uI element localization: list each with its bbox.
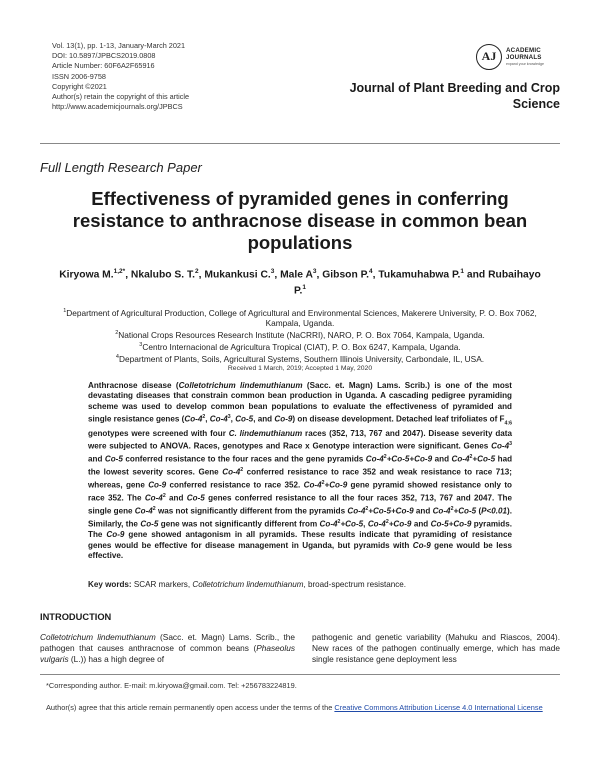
- abstract-text: gene pyramid showed resistance only to race 352. The: [88, 480, 512, 503]
- affiliation-number: 4: [115, 354, 119, 361]
- abstract-text: +Co-5+Co-9: [368, 506, 414, 516]
- author-name: Gibson P.: [322, 269, 370, 281]
- abstract-text: 2: [365, 506, 369, 513]
- abstract-text: Co-5: [235, 414, 254, 424]
- affiliation-text: National Crops Resources Research Institute (NaCRRI), NARO, P. O. Box 7064, Kampala, Uganda.: [118, 330, 485, 341]
- abstract-text: +Co-5: [340, 519, 364, 529]
- affiliation-line: [52, 306, 548, 328]
- abstract-text: +Co-5: [472, 454, 496, 464]
- abstract-text: Co-4: [144, 493, 163, 503]
- author-name: Rubaihayo P.: [293, 269, 541, 297]
- meta-doi: DOI: 10.5897/JPBCS2019.0808: [52, 51, 156, 61]
- affiliation-line: [52, 328, 548, 340]
- abstract-text: Co-4: [134, 506, 153, 516]
- author-affiliation-mark: 3: [312, 268, 317, 275]
- author-affiliation-mark: 1: [302, 284, 307, 292]
- abstract-text: (: [476, 506, 482, 516]
- abstract-text: Co-9: [412, 540, 431, 550]
- introduction-left-column: [40, 632, 295, 664]
- abstract-text: 4:6: [504, 420, 512, 427]
- abstract-text: Co-4: [319, 519, 338, 529]
- abstract-text: 2: [385, 519, 389, 526]
- abstract-text: 2: [469, 454, 473, 461]
- introduction-text: (Sacc. et. Magn) Lams. Scrib., the pathogen that causes anthracnose of common beans (: [40, 632, 295, 653]
- abstract-text: P<0.01: [481, 506, 508, 516]
- abstract-text: Co-4: [365, 454, 384, 464]
- author-name: Mukankusi C.: [204, 269, 271, 281]
- abstract: [88, 381, 512, 561]
- affiliation-text: Department of Plants, Soils, Agricultural Systems, Southern Illinois University, Carbondale, IL, USA.: [118, 354, 485, 365]
- logo-wordmark: [506, 47, 542, 61]
- academic-journals-logo: [476, 44, 556, 72]
- affiliation-number: 2: [115, 330, 119, 337]
- introduction-text: Colletotrichum lindemuthianum: [40, 632, 156, 642]
- abstract-text: gene would be less effective.: [88, 540, 512, 560]
- abstract-text: Co-9: [148, 480, 167, 490]
- abstract-text: +Co-5: [453, 506, 477, 516]
- keywords-label: Key words:: [88, 580, 132, 589]
- aj-logo-mark: AJ: [476, 44, 502, 70]
- keywords: [88, 580, 512, 590]
- author-name: Male A: [280, 269, 313, 281]
- abstract-text: genotypes were screened with four: [88, 428, 229, 438]
- abstract-text: Co-4: [209, 414, 228, 424]
- received-accepted-dates: Received 1 March, 2019; Accepted 1 May, 2020: [227, 365, 373, 372]
- article-metadata: [52, 41, 189, 112]
- affiliation-text: Centro Internacional de Agricultura Tropical (CIAT), P. O. Box 6247, Kampala, Uganda.: [142, 342, 461, 353]
- affiliation-line: [52, 352, 548, 364]
- abstract-text: C. lindemuthianum: [228, 428, 303, 438]
- author-name: Kiryowa M.: [59, 269, 114, 281]
- abstract-text: races (352, 713, 767 and 2047). Disease severity data were subjected to ANOVA. Races, genotypes and Race x Genotype interaction were significant. Genes: [88, 428, 513, 451]
- license-statement: [46, 703, 566, 713]
- affiliation-text: Department of Agricultural Production, College of Agricultural and Environmental Sciences, Makerere University, P. O. Box 7062, Kampala, Uganda.: [66, 307, 537, 329]
- meta-article-number: Article Number: 60F6A2F65916: [52, 61, 155, 71]
- abstract-text: and: [413, 506, 433, 516]
- introduction-text: (L.)) has a high degree of: [68, 653, 165, 664]
- license-link[interactable]: Creative Commons Attribution License 4.0 International License: [334, 703, 543, 712]
- abstract-text: 3: [509, 441, 512, 448]
- author-name: Tukamuhabwa P.: [378, 269, 461, 281]
- abstract-text: 2: [383, 454, 387, 461]
- abstract-text: 2: [202, 414, 206, 421]
- abstract-text: Co-4: [451, 454, 470, 464]
- abstract-text: Co-4: [184, 414, 203, 424]
- meta-url[interactable]: http://www.academicjournals.org/JPBCS: [52, 102, 183, 112]
- abstract-text: 2: [240, 467, 244, 474]
- abstract-text: gene showed antagonism in all pyramids. These results indicate that pyramiding of resistance genes would be effective for disease management in Uganda, but pyramids with: [88, 530, 513, 550]
- abstract-text: conferred resistance to race 352.: [166, 480, 304, 490]
- affiliation-number: 1: [63, 308, 67, 314]
- abstract-text: and: [411, 519, 431, 529]
- abstract-text: Anthracnose disease (: [88, 381, 179, 390]
- abstract-text: ) on disease development. Detached leaf trifoliates of F: [292, 414, 505, 424]
- author-affiliation-mark: 1: [460, 268, 465, 275]
- paper-title: Effectiveness of pyramided genes in conferring resistance to anthracnose disease in common bean populations: [72, 188, 528, 253]
- abstract-text: +Co-9: [388, 519, 412, 529]
- logo-tagline: expand your knowledge: [506, 62, 544, 66]
- abstract-text: conferred resistance to the four races and the gene pyramids: [122, 454, 366, 464]
- introduction-right-column: pathogenic and genetic variability (Mahuku and Riascos, 2004). New races of the pathogen continually emerge, which has made single resistance gene deployment less: [312, 632, 560, 664]
- abstract-text: Co-5: [140, 519, 159, 529]
- logo-line-2: JOURNALS: [506, 54, 542, 61]
- author-affiliation-mark: 4: [369, 268, 373, 275]
- abstract-text: Co-9: [106, 530, 125, 540]
- abstract-text: was not significantly different from the pyramids: [155, 506, 348, 516]
- abstract-text: +Co-5+Co-9: [386, 454, 433, 464]
- abstract-text: +Co-9: [324, 480, 348, 490]
- abstract-text: Co-5: [104, 454, 123, 464]
- author-list: Kiryowa M.$^{1,2*}$, Nkalubo S. T.$^2$, Mukankusi C.$^3$, Male $A^3$, Gibson P.$^4$, Tukamuhabwa P.$^1$ and Rubaihayo P.$^1$: [59, 268, 541, 297]
- abstract-text: 2: [450, 506, 454, 513]
- introduction-text: Phaseolus vulgaris: [40, 642, 295, 664]
- meta-rights: Author(s) retain the copyright of this article: [52, 92, 190, 102]
- abstract-text: Co-5+Co-9: [430, 519, 472, 529]
- abstract-text: ). Similarly, the: [88, 506, 512, 529]
- abstract-text: (Sacc. et. Magn) Lams. Scrib.) is one of the most devastating diseases that constrain common bean production in Uganda. A cascading pedigree pyramiding scheme was used to develop common bean populations to evaluate the effectiveness of pyramided and single resistance genes (: [88, 381, 512, 424]
- abstract-text: Co-9: [274, 414, 293, 424]
- abstract-text: ,: [205, 414, 210, 424]
- abstract-text: and: [432, 454, 452, 464]
- license-text: Author(s) agree that this article remain permanently open access under the terms of the: [46, 703, 335, 712]
- logo-line-1: ACADEMIC: [506, 47, 541, 54]
- abstract-text: Co-5: [186, 493, 205, 503]
- paper-type: Full Length Research Paper: [40, 160, 202, 175]
- abstract-text: pyramids. The: [88, 519, 512, 540]
- author-affiliation-mark: 1,2*: [113, 268, 126, 275]
- meta-copyright: Copyright ©2021: [52, 81, 107, 91]
- keywords-text: SCAR markers,: [131, 580, 193, 589]
- keywords-text: Colletotrichum lindemuthianum: [192, 580, 304, 589]
- affiliations: [52, 306, 548, 365]
- introduction-heading: INTRODUCTION: [40, 612, 112, 622]
- header-divider: [40, 143, 560, 144]
- author-affiliation-mark: 2: [195, 268, 199, 275]
- abstract-text: , and: [253, 414, 275, 424]
- author-affiliation-mark: 3: [270, 268, 275, 275]
- abstract-text: gene was not significantly different from: [158, 519, 320, 529]
- author-name: Nkalubo S. T.: [130, 269, 196, 281]
- abstract-text: Co-4: [367, 519, 386, 529]
- abstract-text: Co-4: [347, 506, 366, 516]
- abstract-text: and: [88, 454, 105, 464]
- abstract-text: 2: [152, 506, 156, 513]
- abstract-text: Colletotrichum lindemuthianum: [178, 381, 303, 390]
- abstract-text: Co-4: [491, 441, 510, 451]
- journal-title: Journal of Plant Breeding and Crop Science: [349, 81, 560, 111]
- affiliation-line: [52, 340, 548, 352]
- abstract-text: 2: [321, 480, 325, 487]
- abstract-text: Co-4: [303, 480, 322, 490]
- keywords-text: , broad-spectrum resistance.: [303, 580, 407, 589]
- abstract-text: genes conferred resistance to all the four races 352, 713, 767 and 2047. The single gene: [88, 493, 512, 516]
- abstract-text: and: [165, 493, 187, 503]
- abstract-text: 2: [162, 493, 166, 500]
- author-conjunction: and: [466, 269, 486, 281]
- abstract-text: 3: [227, 414, 231, 421]
- abstract-text: had the lowest severity scores. Gene: [88, 454, 513, 477]
- abstract-text: conferred resistance to race 352 and weak resistance to race 713; whereas, gene: [88, 467, 512, 490]
- corresponding-author: *Corresponding author. E-mail: m.kiryowa@gmail.com. Tel: +256783224819.: [46, 681, 297, 690]
- abstract-text: Co-4: [432, 506, 451, 516]
- abstract-text: Co-4: [222, 467, 241, 477]
- footnote-divider: [40, 674, 560, 675]
- abstract-text: 2: [337, 519, 341, 526]
- affiliation-number: 3: [139, 342, 143, 349]
- meta-volume: Vol. 13(1), pp. 1-13, January-March 2021: [52, 41, 186, 50]
- abstract-text: ,: [230, 414, 236, 424]
- meta-issn: ISSN 2006-9758: [52, 71, 106, 81]
- abstract-text: ,: [363, 519, 368, 529]
